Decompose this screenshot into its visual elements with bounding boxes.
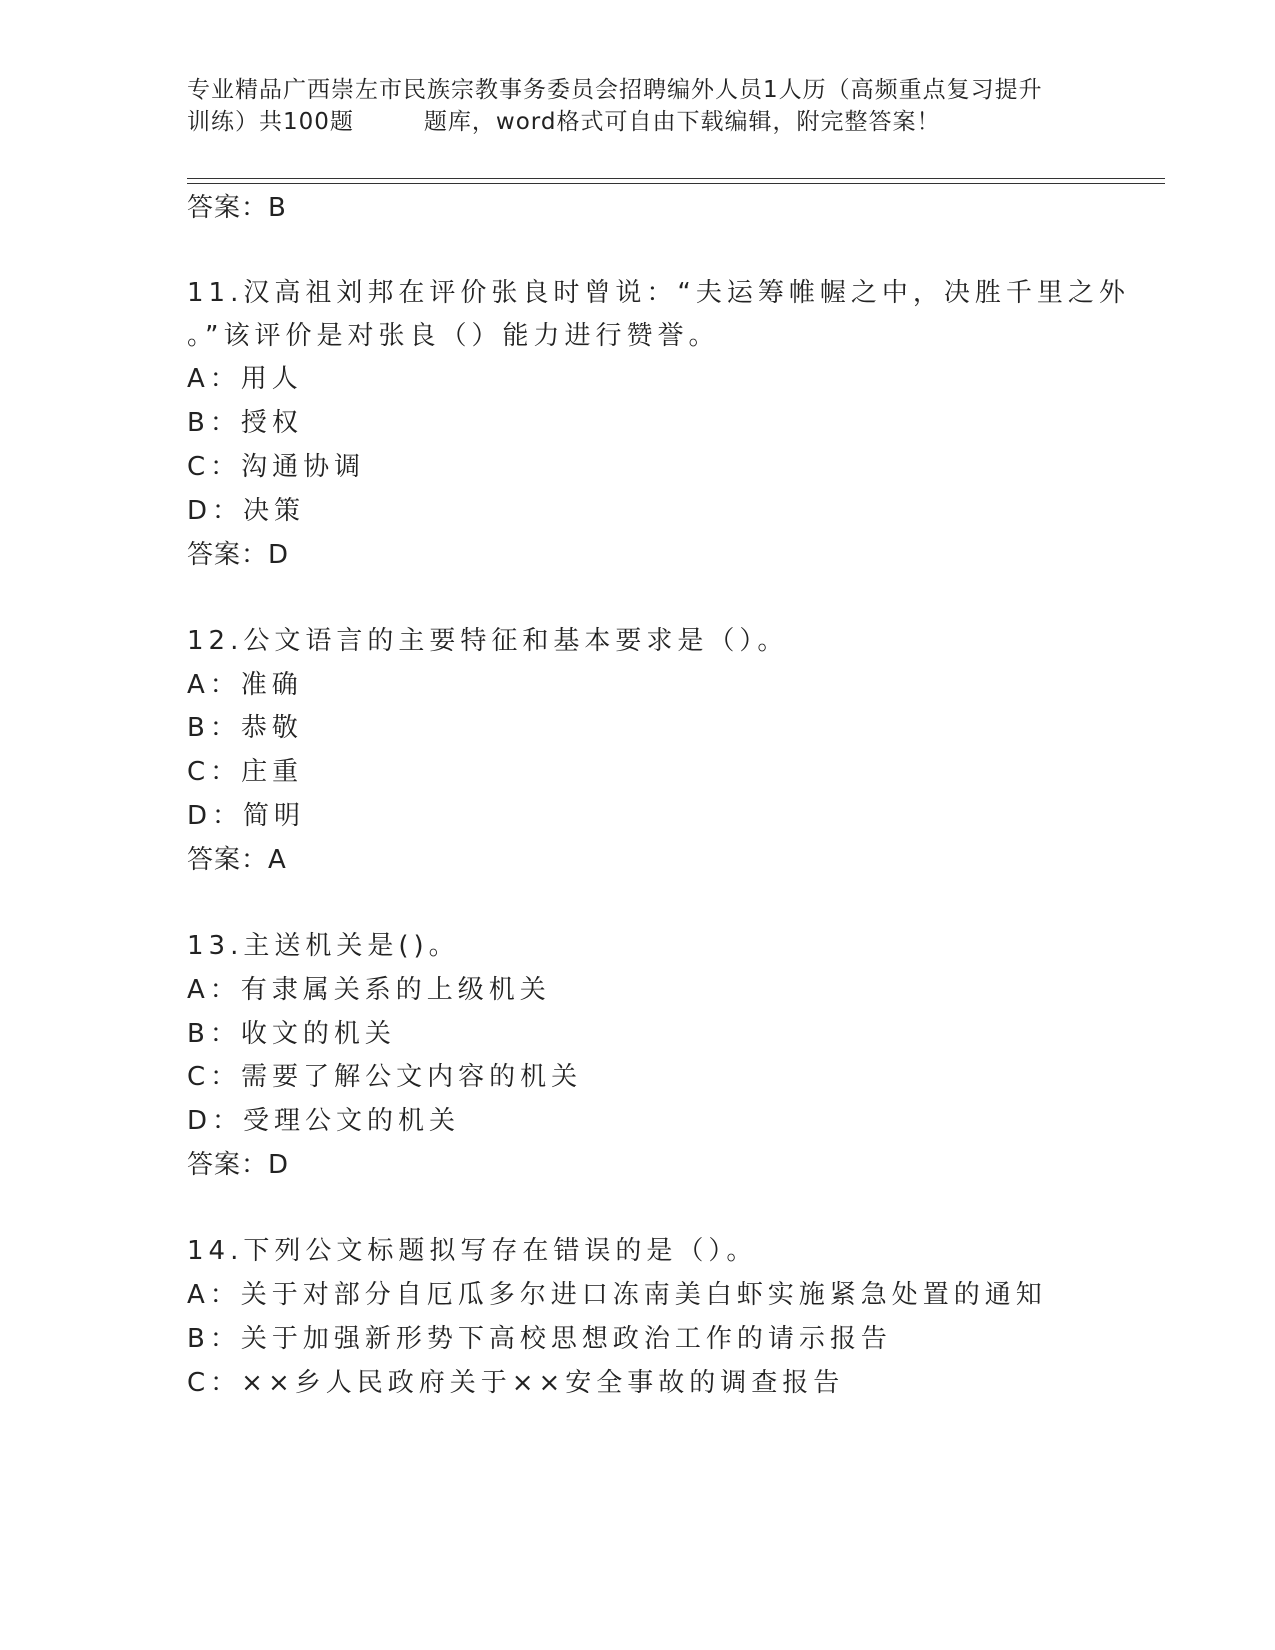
question-12-option-d: D：简明 <box>187 801 306 831</box>
question-13-option-d: D：受理公文的机关 <box>187 1106 461 1136</box>
header-divider-top <box>187 178 1165 179</box>
question-13-answer: 答案：D <box>187 1150 290 1180</box>
question-14-option-b: B：关于加强新形势下高校思想政治工作的请示报告 <box>187 1324 892 1354</box>
header-line-2 <box>187 106 1087 138</box>
question-13-option-b: B：收文的机关 <box>187 1019 396 1049</box>
header-line-2b: 题库，word格式可自由下载编辑，附完整答案！ <box>423 109 941 135</box>
question-14-option-c: C：××乡人民政府关于××安全事故的调查报告 <box>187 1368 845 1398</box>
question-11-stem-1: 11.汉高祖刘邦在评价张良时曾说：“夫运筹帷幄之中，决胜千里之外 <box>187 278 1130 308</box>
question-11-option-c: C：沟通协调 <box>187 452 366 482</box>
question-11-option-a: A：用人 <box>187 364 303 394</box>
question-11-option-d: D：决策 <box>187 496 306 526</box>
header-line-2a: 训练）共100题 <box>187 109 354 135</box>
question-11-answer: 答案：D <box>187 540 290 570</box>
question-14-stem: 14.下列公文标题拟写存在错误的是（）。 <box>187 1236 758 1266</box>
question-12-option-c: C：庄重 <box>187 757 304 787</box>
question-13-option-a: A：有隶属关系的上级机关 <box>187 975 551 1005</box>
question-13-option-c: C：需要了解公文内容的机关 <box>187 1062 583 1092</box>
question-13-stem: 13.主送机关是()。 <box>187 931 460 961</box>
question-12-stem: 12.公文语言的主要特征和基本要求是（）。 <box>187 626 789 656</box>
prev-answer: 答案：B <box>187 193 287 223</box>
header-divider-bottom <box>187 183 1165 184</box>
question-11-option-b: B：授权 <box>187 408 303 438</box>
question-11-stem-2: 。”该评价是对张良（）能力进行赞誉。 <box>187 321 720 351</box>
question-12-option-a: A：准确 <box>187 670 303 700</box>
question-12-answer: 答案：A <box>187 845 287 875</box>
question-14-option-a: A：关于对部分自厄瓜多尔进口冻南美白虾实施紧急处置的通知 <box>187 1280 1047 1310</box>
page-header <box>187 74 1087 138</box>
question-12-option-b: B：恭敬 <box>187 713 303 743</box>
header-line-1: 专业精品广西崇左市民族宗教事务委员会招聘编外人员1人历（高频重点复习提升 <box>187 77 1043 103</box>
